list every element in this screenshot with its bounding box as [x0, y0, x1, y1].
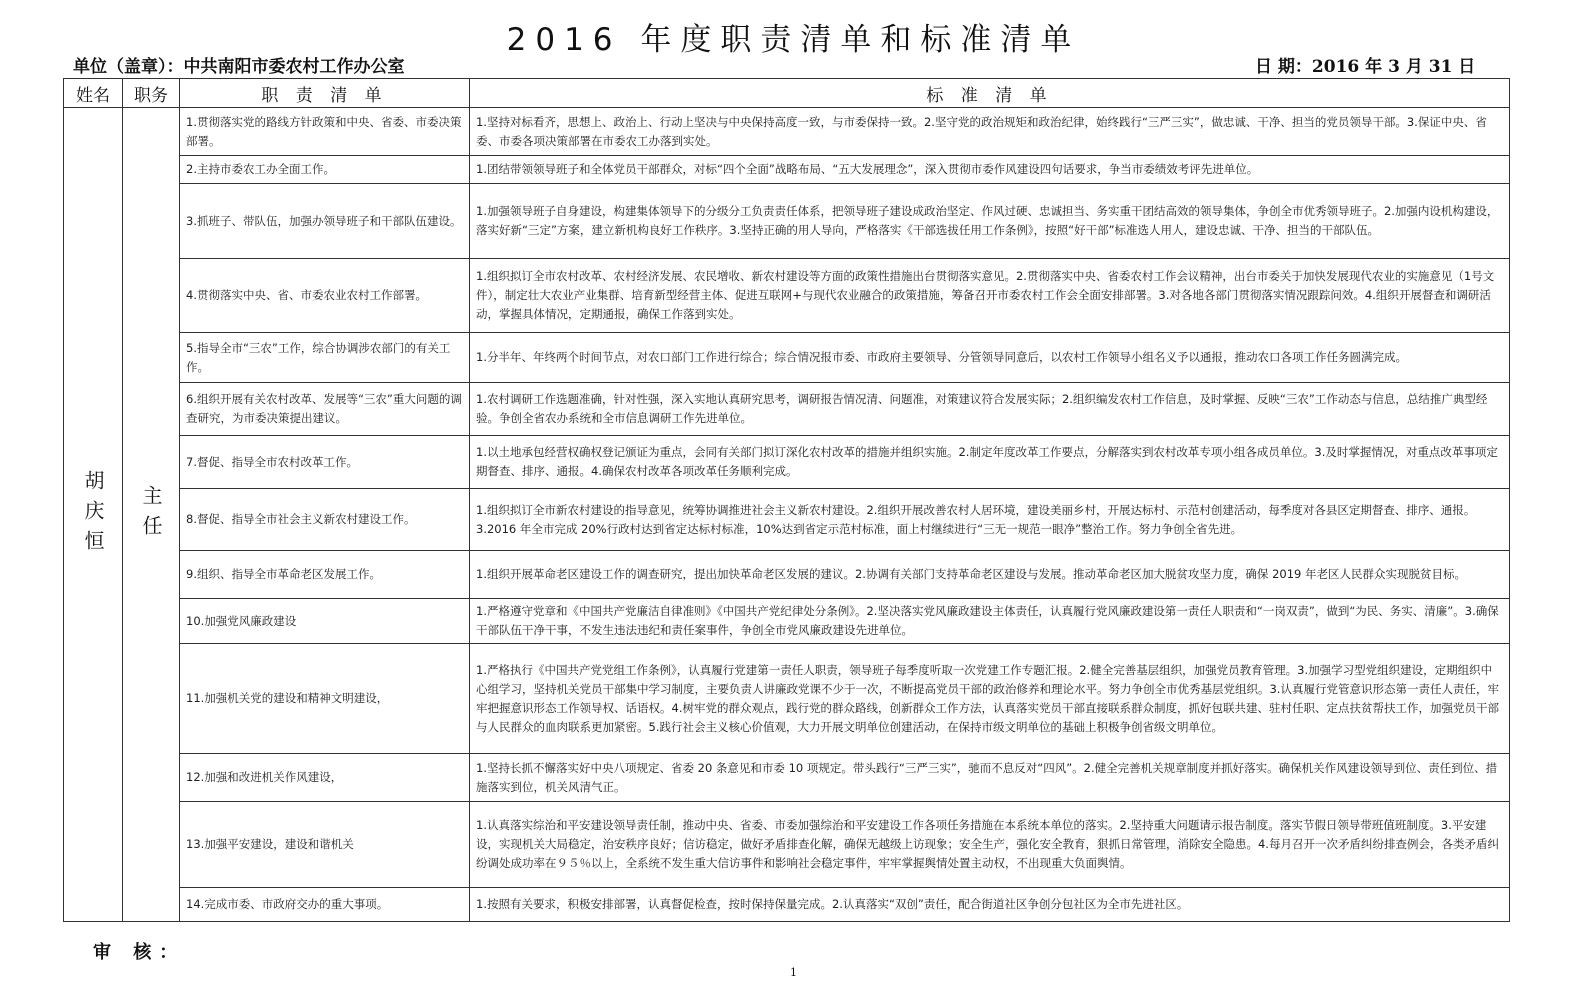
table-row	[64, 259, 1510, 333]
duty-cell: 2.主持市委农工办全面工作。	[180, 156, 470, 184]
table-row	[64, 383, 1510, 436]
standard-cell: 1.组织拟订全市新农村建设的指导意见，统筹协调推进社会主义新农村建设。2.组织开展改善农村人居环境，建设美丽乡村，开展达标村、示范村创建活动，每季度对各县区定期督查、排序、通报。3.2016 年全市完成 20%行政村达到省定达标村标准，10%达到省定示范村标准，面上村继续进行“三无一规范一眼净”整治工作。努力争创全省先进。	[470, 489, 1510, 551]
duty-cell: 9.组织、指导全市革命老区发展工作。	[180, 551, 470, 599]
table-body	[64, 108, 1510, 922]
standard-cell: 1.团结带领领导班子和全体党员干部群众，对标“四个全面”战略布局、“五大发展理念”，深入贯彻市委作风建设四句话要求，争当市委绩效考评先进单位。	[470, 156, 1510, 184]
duty-cell: 1.贯彻落实党的路线方针政策和中央、省委、市委决策部署。	[180, 108, 470, 156]
unit-label: 单位（盖章）：中共南阳市委农村工作办公室	[73, 57, 405, 77]
table-header-row	[64, 79, 1510, 108]
table-row	[64, 888, 1510, 922]
table-row	[64, 108, 1510, 156]
header-position: 职务	[123, 79, 180, 108]
duty-cell: 12.加强和改进机关作风建设，	[180, 754, 470, 802]
table-row	[64, 436, 1510, 489]
page-number: 1	[790, 966, 797, 979]
standard-cell: 1.农村调研工作选题准确，针对性强，深入实地认真研究思考，调研报告情况清、问题准，对策建议符合发展实际；2.组织编发农村工作信息，及时掌握、反映“三农”工作动态与信息，总结推广典型经验。争创全省农办系统和全市信息调研工作先进单位。	[470, 383, 1510, 436]
standard-cell: 1.组织开展革命老区建设工作的调查研究，提出加快革命老区发展的建议。2.协调有关部门支持革命老区建设与发展。推动革命老区加大脱贫攻坚力度，确保 2019 年老区人民群众实现脱贫目标。	[470, 551, 1510, 599]
standard-cell: 1.坚持对标看齐，思想上、政治上、行动上坚决与中央保持高度一致，与市委保持一致。2.坚守党的政治规矩和政治纪律，始终践行“三严三实”，做忠诚、干净、担当的党员领导干部。3.保证中央、省委、市委各项决策部署在市委农工办落到实处。	[470, 108, 1510, 156]
page-title: 2016 年度职责清单和标准清单	[506, 22, 1081, 58]
standard-cell: 1.按照有关要求，积极安排部署，认真督促检查，按时保持保量完成。2.认真落实“双创”责任，配合街道社区争创分包社区为全市先进社区。	[470, 888, 1510, 922]
standard-cell: 1.坚持长抓不懈落实好中央八项规定、省委 20 条意见和市委 10 项规定。带头践行“三严三实”，驰而不息反对“四风”。2.健全完善机关规章制度并抓好落实。确保机关作风建设领导到位、责任到位、措施落实到位，机关风清气正。	[470, 754, 1510, 802]
standard-cell: 1.严格执行《中国共产党党组工作条例》，认真履行党建第一责任人职责，领导班子每季度听取一次党建工作专题汇报。2.健全完善基层组织，加强党员教育管理。3.加强学习型党组织建设，定期组织中心组学习，坚持机关党员干部集中学习制度，主要负责人讲廉政党课不少于一次，不断提高党员干部的政治修养和理论水平。努力争创全市优秀基层党组织。3.认真履行党管意识形态第一责任人责任，牢牢把握意识形态工作领导权、话语权。4.树牢党的群众观点，践行党的群众路线，创新群众工作方法，认真落实党员干部直接联系群众制度，抓好包联共建、驻村任职、定点扶贫帮扶工作，加强党员干部与人民群众的血肉联系更加紧密。5.践行社会主义核心价值观，大力开展文明单位创建活动，在保持市级文明单位的基础上积极争创省级文明单位。	[470, 644, 1510, 754]
standard-cell: 1.组织拟订全市农村改革、农村经济发展、农民增收、新农村建设等方面的政策性措施出台贯彻落实意见。2.贯彻落实中央、省委农村工作会议精神，出台市委关于加快发展现代农业的实施意见（1号文件），制定壮大农业产业集群、培育新型经营主体、促进互联网+与现代农业融合的政策措施，筹备召开市委农村工作会全面安排部署。3.对各地各部门贯彻落实情况跟踪问效。4.组织开展督查和调研活动，掌握具体情况，定期通报，确保工作落到实处。	[470, 259, 1510, 333]
date-label: 日 期：2016 年 3 月 31 日	[1255, 57, 1476, 77]
duty-table	[63, 78, 1510, 922]
standard-cell: 1.加强领导班子自身建设，构建集体领导下的分级分工负责责任体系，把领导班子建设成政治坚定、作风过硬、忠诚担当、务实重干团结高效的领导集体，争创全市优秀领导班子。2.加强内设机构建设，落实好新“三定”方案，建立新机构良好工作秩序。3.坚持正确的用人导向，严格落实《干部选拔任用工作条例》，按照“好干部”标准选人用人，建设忠诚、干净、担当的干部队伍。	[470, 184, 1510, 259]
duty-cell: 8.督促、指导全市社会主义新农村建设工作。	[180, 489, 470, 551]
header-standard: 标 准 清 单	[470, 79, 1510, 108]
standard-cell: 1.认真落实综治和平安建设领导责任制，推动中央、省委、市委加强综治和平安建设工作各项任务措施在本系统本单位的落实。2.坚持重大问题请示报告制度。落实节假日领导带班值班制度。3.平安建设，实现机关大局稳定，治安秩序良好；信访稳定，做好矛盾排查化解，确保无越级上访现象；安全生产，强化安全教育，狠抓日常管理，消除安全隐患。4.每月召开一次矛盾纠纷排查例会，各类矛盾纠纷调处成功率在９５％以上，全系统不发生重大信访事件和影响社会稳定事件，牢牢掌握舆情处置主动权，不出现重大负面舆情。	[470, 802, 1510, 888]
person-position: 主任	[123, 108, 180, 922]
duty-cell: 14.完成市委、市政府交办的重大事项。	[180, 888, 470, 922]
table-row	[64, 644, 1510, 754]
table-row	[64, 599, 1510, 644]
duty-cell: 5.指导全市“三农”工作，综合协调涉农部门的有关工作。	[180, 333, 470, 383]
standard-cell: 1.以土地承包经营权确权登记颁证为重点，会同有关部门拟订深化农村改革的措施并组织实施。2.制定年度改革工作要点，分解落实到农村改革专项小组各成员单位。3.及时掌握情况，对重点改革事项定期督查、排序、通报。4.确保农村改革各项改革任务顺利完成。	[470, 436, 1510, 489]
header-duty: 职 责 清 单	[180, 79, 470, 108]
table-row	[64, 754, 1510, 802]
table-row	[64, 333, 1510, 383]
duty-cell: 7.督促、指导全市农村改革工作。	[180, 436, 470, 489]
review-label: 审 核：	[93, 942, 186, 963]
table-row	[64, 802, 1510, 888]
standard-cell: 1.严格遵守党章和《中国共产党廉洁自律准则》《中国共产党纪律处分条例》。2.坚决落实党风廉政建设主体责任，认真履行党风廉政建设第一责任人职责和“一岗双责”，做到“为民、务实、清廉”。3.确保干部队伍干净干事，不发生违法违纪和责任案事件，争创全市党风廉政建设先进单位。	[470, 599, 1510, 644]
duty-cell: 11.加强机关党的建设和精神文明建设，	[180, 644, 470, 754]
table-row	[64, 184, 1510, 259]
standard-cell: 1.分半年、年终两个时间节点，对农口部门工作进行综合；综合情况报市委、市政府主要领导、分管领导同意后，以农村工作领导小组名义予以通报，推动农口各项工作任务圆满完成。	[470, 333, 1510, 383]
duty-cell: 3.抓班子、带队伍，加强办领导班子和干部队伍建设。	[180, 184, 470, 259]
table-row	[64, 156, 1510, 184]
duty-cell: 10.加强党风廉政建设	[180, 599, 470, 644]
duty-cell: 13.加强平安建设，建设和谐机关	[180, 802, 470, 888]
table-row	[64, 551, 1510, 599]
person-name: 胡庆恒	[64, 108, 123, 922]
duty-cell: 6.组织开展有关农村改革、发展等“三农”重大问题的调查研究，为市委决策提出建议。	[180, 383, 470, 436]
header-name: 姓名	[64, 79, 123, 108]
table-row	[64, 489, 1510, 551]
duty-cell: 4.贯彻落实中央、省、市委农业农村工作部署。	[180, 259, 470, 333]
